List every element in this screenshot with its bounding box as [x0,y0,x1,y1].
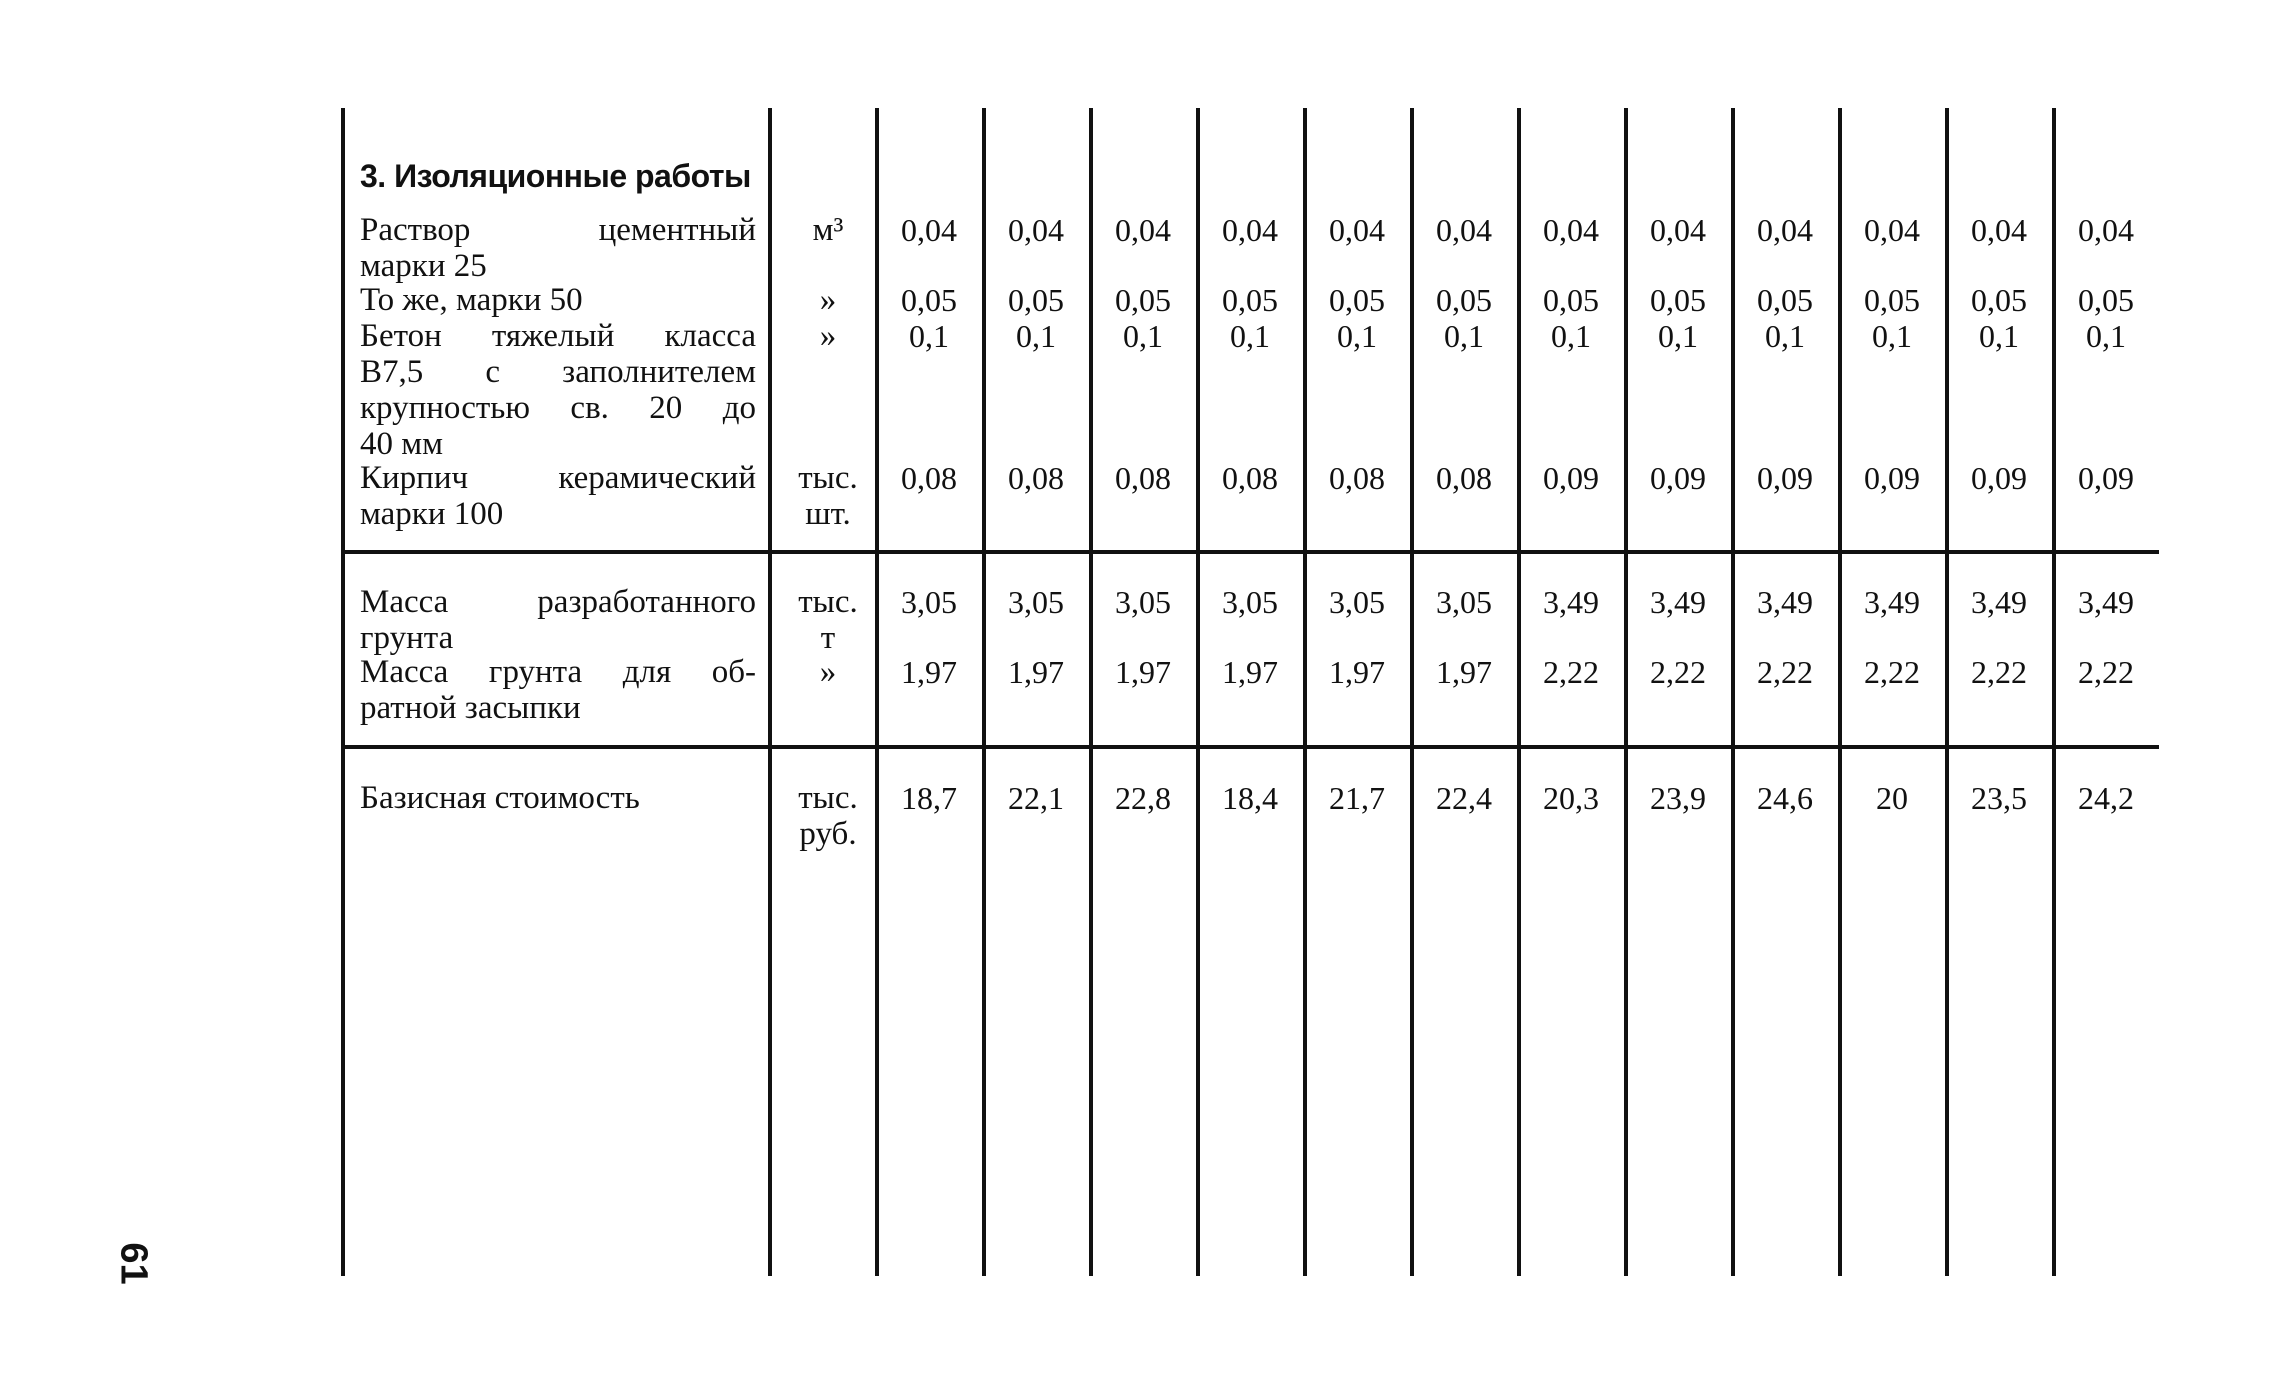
value-cell: 0,05 [1008,282,1064,318]
value-cell: 0,04 [1115,212,1171,248]
value-cell: 3,05 [1115,584,1171,620]
value-cell: 1,97 [1008,654,1064,690]
value-cell: 0,1 [1979,318,2019,354]
value-cell: 0,05 [1436,282,1492,318]
section-title: 3. Изоляционные работы [360,158,751,194]
value-cell: 0,1 [1337,318,1377,354]
row-unit: тыс. т [798,584,858,656]
value-cell: 0,04 [1436,212,1492,248]
value-cell: 3,49 [1543,584,1599,620]
value-cell: 0,05 [1864,282,1920,318]
value-cell: 22,4 [1436,780,1492,816]
value-cell: 0,1 [1765,318,1805,354]
value-cell: 0,08 [1329,460,1385,496]
value-cell: 0,04 [1864,212,1920,248]
value-cell: 20 [1876,780,1908,816]
value-cell: 3,05 [901,584,957,620]
value-cell: 18,4 [1222,780,1278,816]
value-cell: 0,09 [1864,460,1920,496]
value-cell: 0,04 [1008,212,1064,248]
value-cell: 0,05 [1115,282,1171,318]
value-cell: 0,04 [1650,212,1706,248]
row-label: Кирпич керамический марки 100 [360,460,756,532]
value-cell: 0,09 [1971,460,2027,496]
value-cell: 22,8 [1115,780,1171,816]
value-cell: 23,5 [1971,780,2027,816]
row-unit: » [819,318,837,354]
row-label: Масса грунта для об- ратной засыпки [360,654,756,726]
value-cell: 0,1 [1551,318,1591,354]
value-cell: 0,05 [1329,282,1385,318]
row-label: Масса разработанного грунта [360,584,756,656]
value-cell: 0,1 [1658,318,1698,354]
value-cell: 1,97 [1329,654,1385,690]
value-cell: 3,49 [1757,584,1813,620]
value-cell: 0,05 [1222,282,1278,318]
value-cell: 0,1 [909,318,949,354]
row-label: Раствор цементный марки 25 [360,212,756,284]
value-cell: 0,08 [1222,460,1278,496]
value-cell: 3,05 [1329,584,1385,620]
table-rule-label-unit [768,108,772,1276]
value-cell: 3,49 [1864,584,1920,620]
row-unit: тыс. шт. [798,460,858,532]
value-cell: 0,05 [901,282,957,318]
row-unit: м³ [812,212,844,248]
value-cell: 3,05 [1008,584,1064,620]
value-cell: 1,97 [1222,654,1278,690]
value-cell: 0,1 [1016,318,1056,354]
row-label: То же, марки 50 [360,282,583,318]
value-cell: 0,08 [1436,460,1492,496]
value-cell: 3,49 [1650,584,1706,620]
value-cell: 2,22 [1650,654,1706,690]
value-cell: 0,05 [2078,282,2134,318]
value-cell: 21,7 [1329,780,1385,816]
value-cell: 0,09 [1757,460,1813,496]
table-rule-horizontal [341,745,2159,749]
value-cell: 0,04 [1543,212,1599,248]
value-cell: 1,97 [1436,654,1492,690]
value-cell: 0,04 [1222,212,1278,248]
value-cell: 0,1 [1444,318,1484,354]
value-cell: 0,04 [1971,212,2027,248]
value-cell: 22,1 [1008,780,1064,816]
table-rule-left [341,108,345,1276]
value-cell: 3,05 [1222,584,1278,620]
value-cell: 0,09 [1650,460,1706,496]
row-unit: » [819,282,837,318]
value-cell: 0,04 [1329,212,1385,248]
value-cell: 24,6 [1757,780,1813,816]
value-cell: 0,04 [2078,212,2134,248]
value-cell: 24,2 [2078,780,2134,816]
row-label: Бетон тяжелый класса В7,5 с заполнителем крупностью св. 20 до 40 мм [360,318,756,462]
value-cell: 0,05 [1757,282,1813,318]
value-cell: 0,05 [1971,282,2027,318]
value-cell: 0,08 [1008,460,1064,496]
value-cell: 23,9 [1650,780,1706,816]
value-cell: 0,08 [1115,460,1171,496]
value-cell: 2,22 [1757,654,1813,690]
value-cell: 0,05 [1650,282,1706,318]
value-cell: 0,1 [1123,318,1163,354]
value-cell: 18,7 [901,780,957,816]
value-cell: 0,09 [1543,460,1599,496]
value-cell: 0,1 [1872,318,1912,354]
value-cell: 0,09 [2078,460,2134,496]
table-rule-horizontal [341,550,2159,554]
value-cell: 3,05 [1436,584,1492,620]
value-cell: 2,22 [1543,654,1599,690]
row-unit: тыс. руб. [798,780,858,852]
row-label: Базисная стоимость [360,780,640,816]
value-cell: 20,3 [1543,780,1599,816]
value-cell: 2,22 [2078,654,2134,690]
value-cell: 0,05 [1543,282,1599,318]
value-cell: 0,04 [901,212,957,248]
value-cell: 0,08 [901,460,957,496]
page-number: 61 [112,1242,155,1285]
value-cell: 1,97 [901,654,957,690]
value-cell: 0,04 [1757,212,1813,248]
value-cell: 1,97 [1115,654,1171,690]
value-cell: 0,1 [1230,318,1270,354]
value-cell: 2,22 [1864,654,1920,690]
value-cell: 3,49 [2078,584,2134,620]
row-unit: » [819,654,837,690]
value-cell: 0,1 [2086,318,2126,354]
value-cell: 3,49 [1971,584,2027,620]
value-cell: 2,22 [1971,654,2027,690]
